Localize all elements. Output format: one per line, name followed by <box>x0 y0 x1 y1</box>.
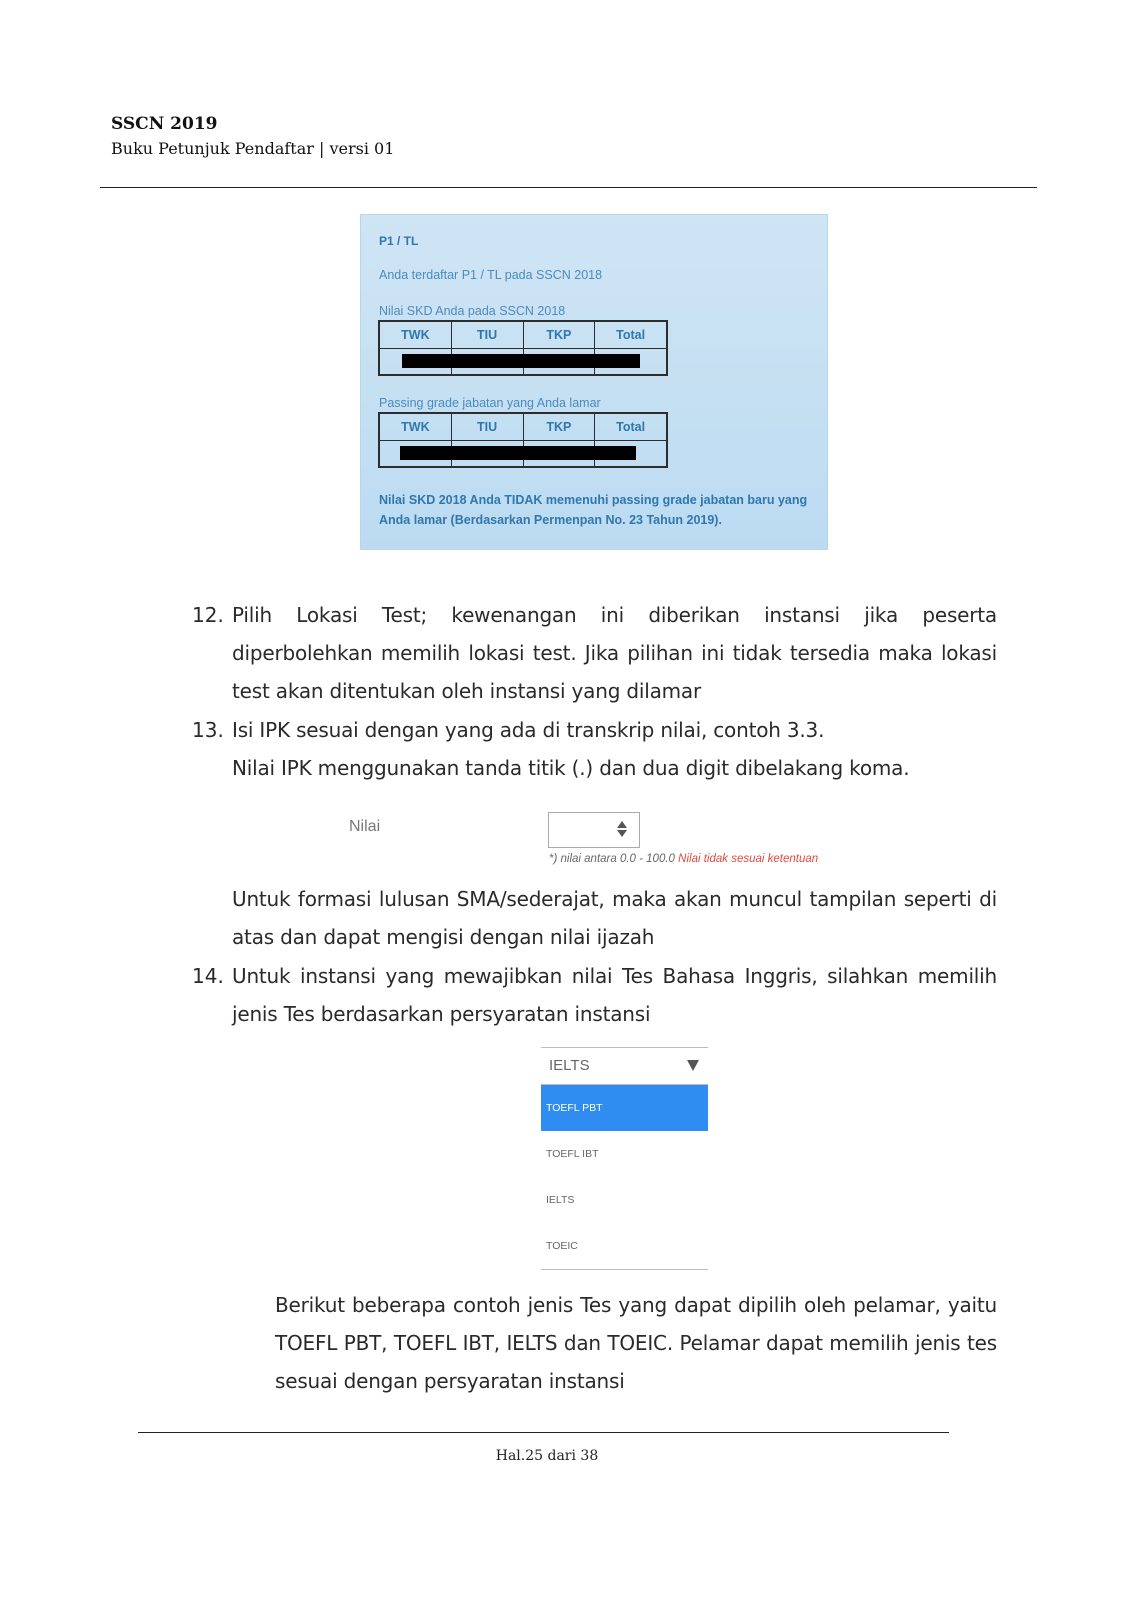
col-tkp: TKP <box>524 322 596 348</box>
item-12-text: Pilih Lokasi Test; kewenangan ini diberikan instansi jika peserta diperbolehkan memilih lokasi test. Jika pilihan ini tidak tersedia maka lokasi test akan ditentukan oleh instansi yang dilamar <box>232 603 997 703</box>
item-14-text: Untuk instansi yang mewajibkan nilai Tes Bahasa Inggris, silahkan memilih jenis Tes berdasarkan persyaratan instansi <box>232 964 997 1026</box>
p1-tl-screenshot <box>360 214 828 550</box>
item-14-extra: Berikut beberapa contoh jenis Tes yang dapat dipilih oleh pelamar, yaitu TOEFL PBT, TOEFL IBT, IELTS dan TOEIC. Pelamar dapat memilih jenis tes sesuai dengan persyaratan instansi <box>275 1293 997 1393</box>
skd-status-note: Nilai SKD 2018 Anda TIDAK memenuhi passing grade jabatan baru yang Anda lamar (Berdasarkan Permenpan No. 23 Tahun 2019). <box>379 493 808 527</box>
dropdown-options <box>541 1085 708 1270</box>
skd-label: Nilai SKD Anda pada SSCN 2018 <box>379 304 566 318</box>
col-tiu: TIU <box>452 414 524 440</box>
document-title: SSCN 2019 <box>111 114 218 134</box>
document-subtitle: Buku Petunjuk Pendaftar | versi 01 <box>111 139 395 158</box>
redacted-passing-grade <box>400 446 636 460</box>
col-twk: TWK <box>380 414 452 440</box>
col-total: Total <box>616 328 646 342</box>
redacted-scores <box>402 354 640 368</box>
page-number: Hal.25 dari 38 <box>495 1448 599 1464</box>
col-tkp: TKP <box>524 414 596 440</box>
caret-down-icon[interactable] <box>687 1060 699 1071</box>
col-twk: TWK <box>380 322 452 348</box>
option-toefl-ibt[interactable]: TOEFL IBT <box>546 1148 599 1160</box>
item-number: 13. <box>192 718 224 742</box>
english-test-dropdown[interactable] <box>541 1047 708 1270</box>
footer-divider <box>138 1432 949 1433</box>
col-total: Total <box>616 420 646 434</box>
selected-value: IELTS <box>549 1057 590 1074</box>
option-ielts[interactable]: IELTS <box>546 1194 575 1206</box>
item-13-line1: Isi IPK sesuai dengan yang ada di transkrip nilai, contoh 3.3. <box>232 718 825 742</box>
spinner-icon[interactable] <box>617 821 627 839</box>
option-toefl-pbt[interactable]: TOEFL PBT <box>541 1085 708 1131</box>
panel-heading: P1 / TL <box>379 234 419 248</box>
item-13-extra: Untuk formasi lulusan SMA/sederajat, maka akan muncul tampilan seperti di atas dan dapat mengisi dengan nilai ijazah <box>232 887 997 949</box>
skd-score-table <box>378 320 668 376</box>
passing-grade-label: Passing grade jabatan yang Anda lamar <box>379 396 601 410</box>
item-number: 12. <box>192 603 224 627</box>
col-tiu: TIU <box>452 322 524 348</box>
dropdown-selected[interactable] <box>541 1047 708 1085</box>
item-number: 14. <box>192 964 224 988</box>
option-toeic[interactable]: TOEIC <box>546 1240 578 1252</box>
nilai-number-input[interactable] <box>548 812 640 848</box>
item-13-line2: Nilai IPK menggunakan tanda titik (.) dan dua digit dibelakang koma. <box>232 756 910 780</box>
nilai-range-hint: *) nilai antara 0.0 - 100.0 <box>549 853 675 865</box>
header-divider <box>100 187 1037 188</box>
registered-text: Anda terdaftar P1 / TL pada SSCN 2018 <box>379 268 603 282</box>
nilai-error: Nilai tidak sesuai ketentuan <box>678 853 819 865</box>
passing-grade-table <box>378 412 668 468</box>
nilai-label: Nilai <box>349 818 381 835</box>
nilai-hint <box>549 853 818 865</box>
